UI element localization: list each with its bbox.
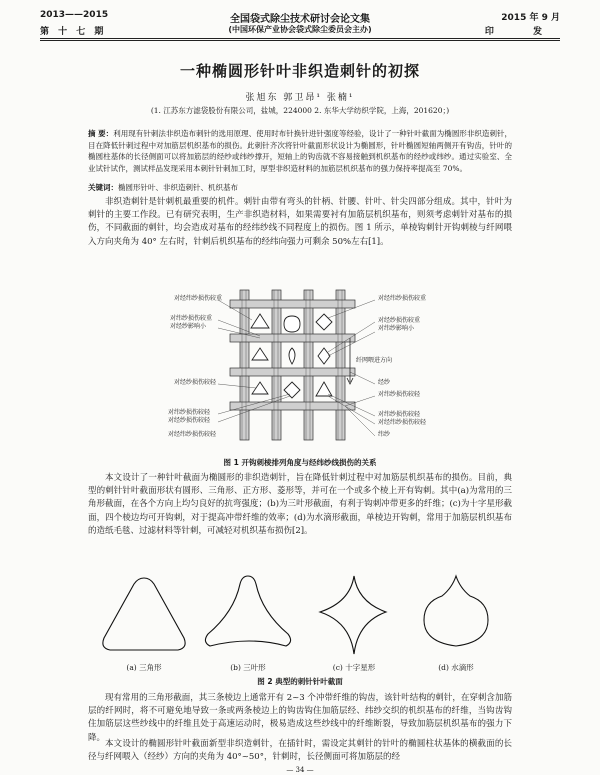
header-rule — [40, 38, 560, 41]
figure-1-label: 对经纱影响小 — [170, 323, 207, 330]
figure-2-label-b: (b) 三叶形 — [230, 663, 266, 672]
woven-fabric-grid — [230, 290, 355, 440]
figure-1-label: 对纬纱损伤较轻 — [378, 411, 421, 418]
paper-authors: 张旭东 郭卫昂¹ 张楠¹ — [245, 93, 355, 103]
figure-2-labels — [92, 662, 512, 674]
abstract — [88, 128, 512, 175]
round-needle-section — [284, 316, 300, 332]
paragraph-1: 非织造刺针是针刺机最重要的机件。刺针由带有弯头的针柄、针腰、针叶、针尖四部分组成。其中，针叶为刺针的主要工作段。已有研究表明，生产非织造材料，如果需要衬有加筋层机织基布，则须考虑刺针对基布的损伤，不同截面的刺针，均会造成对基布的经纬纱线不同程度上的损伤。图 1 所示，单棱钩刺针开钩刺棱与纤网喂入方向夹角为 40° 左右时，针刺后机织基布的经纬向强力可剩余 50%左右[1]。 — [88, 197, 512, 247]
paragraph-2: 本文设计了一种针叶截面为椭圆形的非织造刺针，旨在降低针刺过程中对加筋层机织基布的损伤。目前，典型的刺针针叶截面形状有圆形、三角形、正方形、菱形等，并可在一个或多个棱上开有钩刺。其中(a)为常用的三角形截面，在各个方向上均匀良好的抗弯强度；(b)为三叶形截面，有利于钩刺冲带更多的纤维；(c)为十字星形截面，四个棱边均可开钩刺，对于提高冲带纤维的效率；(d)为水滴形截面，单棱边开钩刺，常用于加筋层机织基布的造纸毛毯、过滤材料等针刺，可减轻对机织基布损伤[2]。 — [88, 473, 512, 536]
page-number: — 34 — — [286, 766, 314, 774]
keywords-label: 关键词： — [88, 183, 118, 192]
keywords-text: 椭圆形针叶、非织造刺针、机织基布 — [118, 183, 238, 192]
figure-2-diagram — [92, 572, 512, 658]
figure-1-label: 对纬纱损伤较轻 — [168, 409, 211, 416]
figure-1-label: 对经纬纱损伤较重 — [174, 295, 223, 302]
diamond-needle-section — [316, 314, 332, 330]
header-issue: 第 十 七 期 — [40, 27, 107, 37]
figure-1-label: 对纬纱影响小 — [378, 325, 415, 332]
paper-title: 一种椭圆形针叶非织造刺针的初探 — [179, 62, 420, 80]
figure-1-label: 纤网喂进方向 — [356, 357, 393, 364]
figure-1-label: 对经纬纱损伤较轻 — [168, 431, 217, 438]
journal-subtitle: (中国环保产业协会袋式除尘委员会主办) — [228, 25, 372, 34]
abstract-text: 利用现有针刺法非织造布刺针的选用原理、使用时布针换针进针强度等经验，设计了一种针叶截面为椭圆形非织造刺针，目在降低针刺过程中对加筋层机织基布的损伤。此刺针齐次将针叶截面形状设计为椭圆形，针叶椭圆短轴两侧开有钩齿，针叶的椭圆柱基体的长径侧面可以将加筋层的经纱或纬纱撑开，短轴上的钩齿就不容易接触到机织基布的经纱或纬纱。通过实验室、全业试针试作，测试样品发现采用本刺针针刺加工时，厚型非织造材料的加筋层机织基布的强力保持率提高至 70%。 — [88, 129, 512, 173]
water-drop-section-shape — [424, 576, 488, 646]
paragraph-3: 现有常用的三角形截面，其三条棱边上通常开有 2~3 个冲带纤维的钩齿，该针叶结构的刺针，在穿刺含加筋层的纤网时，将不可避免地导致一条或两条棱边上的钩齿钩住加筋层经、纬纱交织的机织基布的纤维，当钩齿钩住加筋层这些纱线中的纤维且处于高速运动时，极易造成这些纱线中的纤维断裂，导致加筋层机织基布的强力下降。 — [88, 693, 512, 743]
triangle-needle-section — [316, 382, 332, 396]
figure-1-label: 对经纱损伤较重 — [378, 317, 421, 324]
figure-1-label: 对经纬纱损伤较重 — [378, 295, 427, 302]
paper-affiliation: (1. 江苏东方滤袋股份有限公司，盐城，224000 2. 东华大学纺织学院，上海，201620；) — [150, 106, 450, 115]
triangle-needle-section — [252, 348, 268, 360]
header-date: 2015 年 9 月 — [501, 13, 560, 23]
weft-yarn — [230, 402, 355, 410]
weft-yarn — [230, 300, 355, 308]
triangle-section-shape — [103, 578, 185, 650]
figure-2-caption: 图 2 典型的刺针针叶截面 — [257, 677, 343, 686]
warp-yarn — [336, 290, 345, 440]
keywords — [88, 182, 512, 193]
figure-1-label: 纬纱 — [378, 431, 391, 438]
cross-star-section-shape — [320, 576, 386, 654]
figure-1-label: 经纱 — [378, 379, 391, 386]
figure-1-label: 对经纬纱损伤较轻 — [378, 419, 427, 426]
weft-yarn — [230, 368, 355, 376]
header-year-range: 2013——2015 — [40, 10, 109, 20]
warp-yarn — [240, 290, 249, 440]
warp-yarn — [304, 290, 313, 440]
figure-2-label-c: (c) 十字星形 — [332, 663, 376, 672]
figure-1-label: 对经纱损伤较轻 — [174, 379, 217, 386]
figure-1-caption: 图 1 开钩刺棱排列角度与经纬纱线损伤的关系 — [223, 458, 377, 467]
figure-1-diagram — [160, 278, 440, 446]
figure-2-label-a: (a) 三角形 — [126, 663, 162, 672]
triangle-needle-section — [251, 314, 269, 328]
figure-2-label-d: (d) 水滴形 — [438, 663, 474, 672]
figure-1-label: 对经纱损伤较轻 — [168, 417, 211, 424]
drop-needle-section — [289, 348, 295, 364]
three-leaf-section-shape — [205, 576, 290, 646]
figure-1-label: 对纬纱损伤较轻 — [378, 391, 421, 398]
diamond-needle-section — [284, 382, 300, 398]
warp-yarn — [272, 290, 281, 440]
paragraph-4: 本文设计的椭圆形针叶截面新型非织造刺针，在插针时，需设定其刺针的针叶的椭圆柱状基体的横截面的长径与纤网喂入（经纱）方向的夹角为 40°~50°，针刺时，长径侧面可将加筋层的经 — [88, 739, 512, 763]
abstract-label: 摘 要： — [88, 129, 114, 138]
journal-title: 全国袋式除尘技术研讨会论文集 — [230, 14, 370, 25]
figure-1-label: 对纬纱损伤较重 — [170, 315, 213, 322]
header-print-label: 印 发 — [484, 27, 560, 37]
